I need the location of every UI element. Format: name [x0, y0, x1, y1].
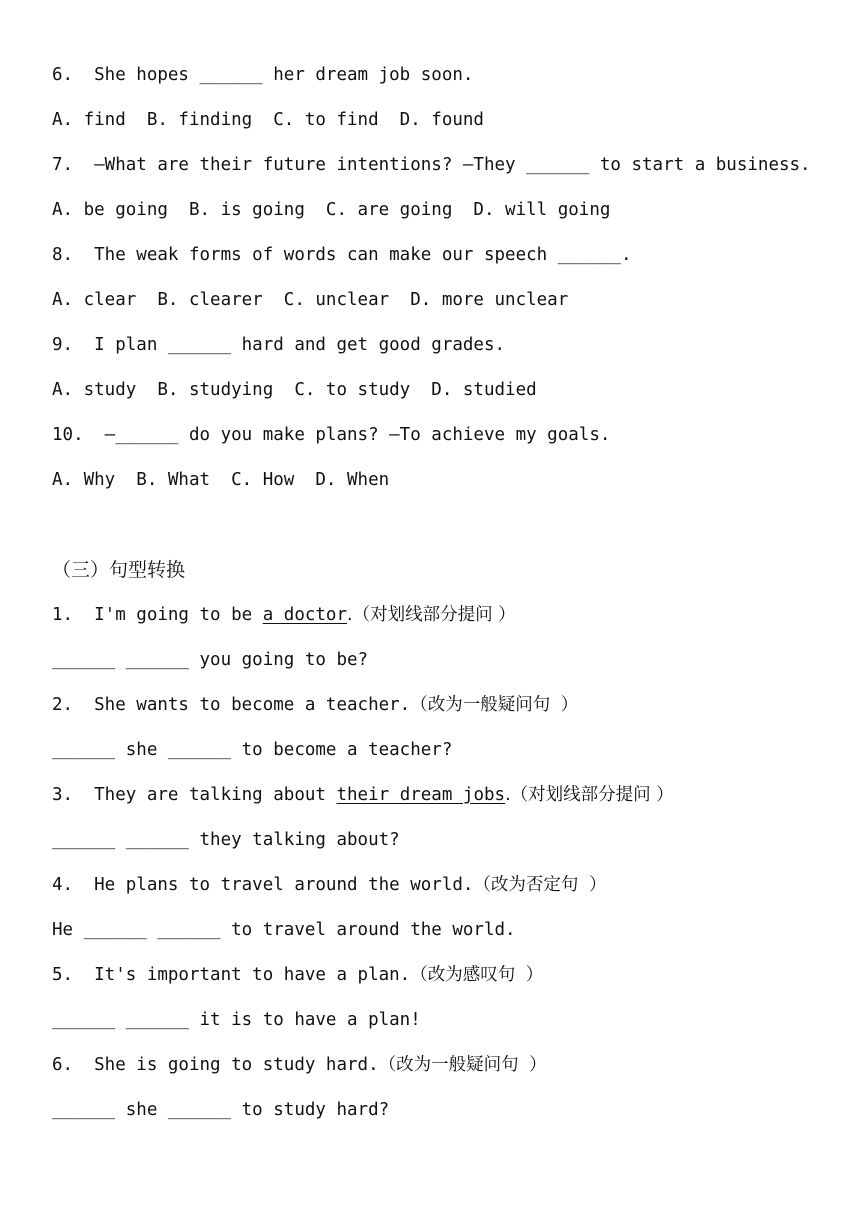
underlined-phrase: their dream jobs — [336, 785, 506, 805]
transform-item-6: 6. She is going to study hard.（改为一般疑问句 ） — [52, 1055, 547, 1075]
answer-line-2: ______ she ______ to become a teacher? — [52, 740, 453, 760]
mc-question-7: 7. —What are their future intentions? —They ______ to start a business. — [52, 155, 811, 175]
mc-options-6: A. find B. finding C. to find D. found — [52, 110, 484, 130]
transform-item-3 — [52, 784, 674, 806]
mc-options-9: A. study B. studying C. to study D. studied — [52, 380, 537, 400]
item-text: 3. They are talking about — [52, 785, 337, 805]
item-text: 1. I'm going to be — [52, 605, 263, 625]
answer-line-5: ______ ______ it is to have a plan! — [52, 1010, 421, 1030]
mc-question-10: 10. —______ do you make plans? —To achieve my goals. — [52, 425, 611, 445]
mc-options-7: A. be going B. is going C. are going D. will going — [52, 200, 611, 220]
mc-options-8: A. clear B. clearer C. unclear D. more unclear — [52, 290, 569, 310]
answer-line-4: He ______ ______ to travel around the world. — [52, 920, 516, 940]
mc-question-6: 6. She hopes ______ her dream job soon. — [52, 65, 474, 85]
mc-options-10: A. Why B. What C. How D. When — [52, 470, 390, 490]
mc-question-9: 9. I plan ______ hard and get good grades. — [52, 335, 506, 355]
answer-line-3: ______ ______ they talking about? — [52, 830, 400, 850]
transform-item-5: 5. It's important to have a plan.（改为感叹句 ） — [52, 965, 544, 985]
transform-item-4: 4. He plans to travel around the world.（改为否定句 ） — [52, 875, 607, 895]
underlined-phrase: a doctor — [262, 605, 348, 625]
transform-item-2: 2. She wants to become a teacher.（改为一般疑问句 ） — [52, 695, 579, 715]
answer-line-6: ______ she ______ to study hard? — [52, 1100, 390, 1120]
transform-item-1 — [52, 604, 516, 626]
instruction-text: .（对划线部分提问 ） — [505, 785, 674, 805]
instruction-text: .（对划线部分提问 ） — [347, 605, 516, 625]
mc-question-8: 8. The weak forms of words can make our speech ______. — [52, 245, 632, 265]
section-heading: （三）句型转换 — [52, 559, 186, 581]
answer-line-1: ______ ______ you going to be? — [52, 650, 369, 670]
